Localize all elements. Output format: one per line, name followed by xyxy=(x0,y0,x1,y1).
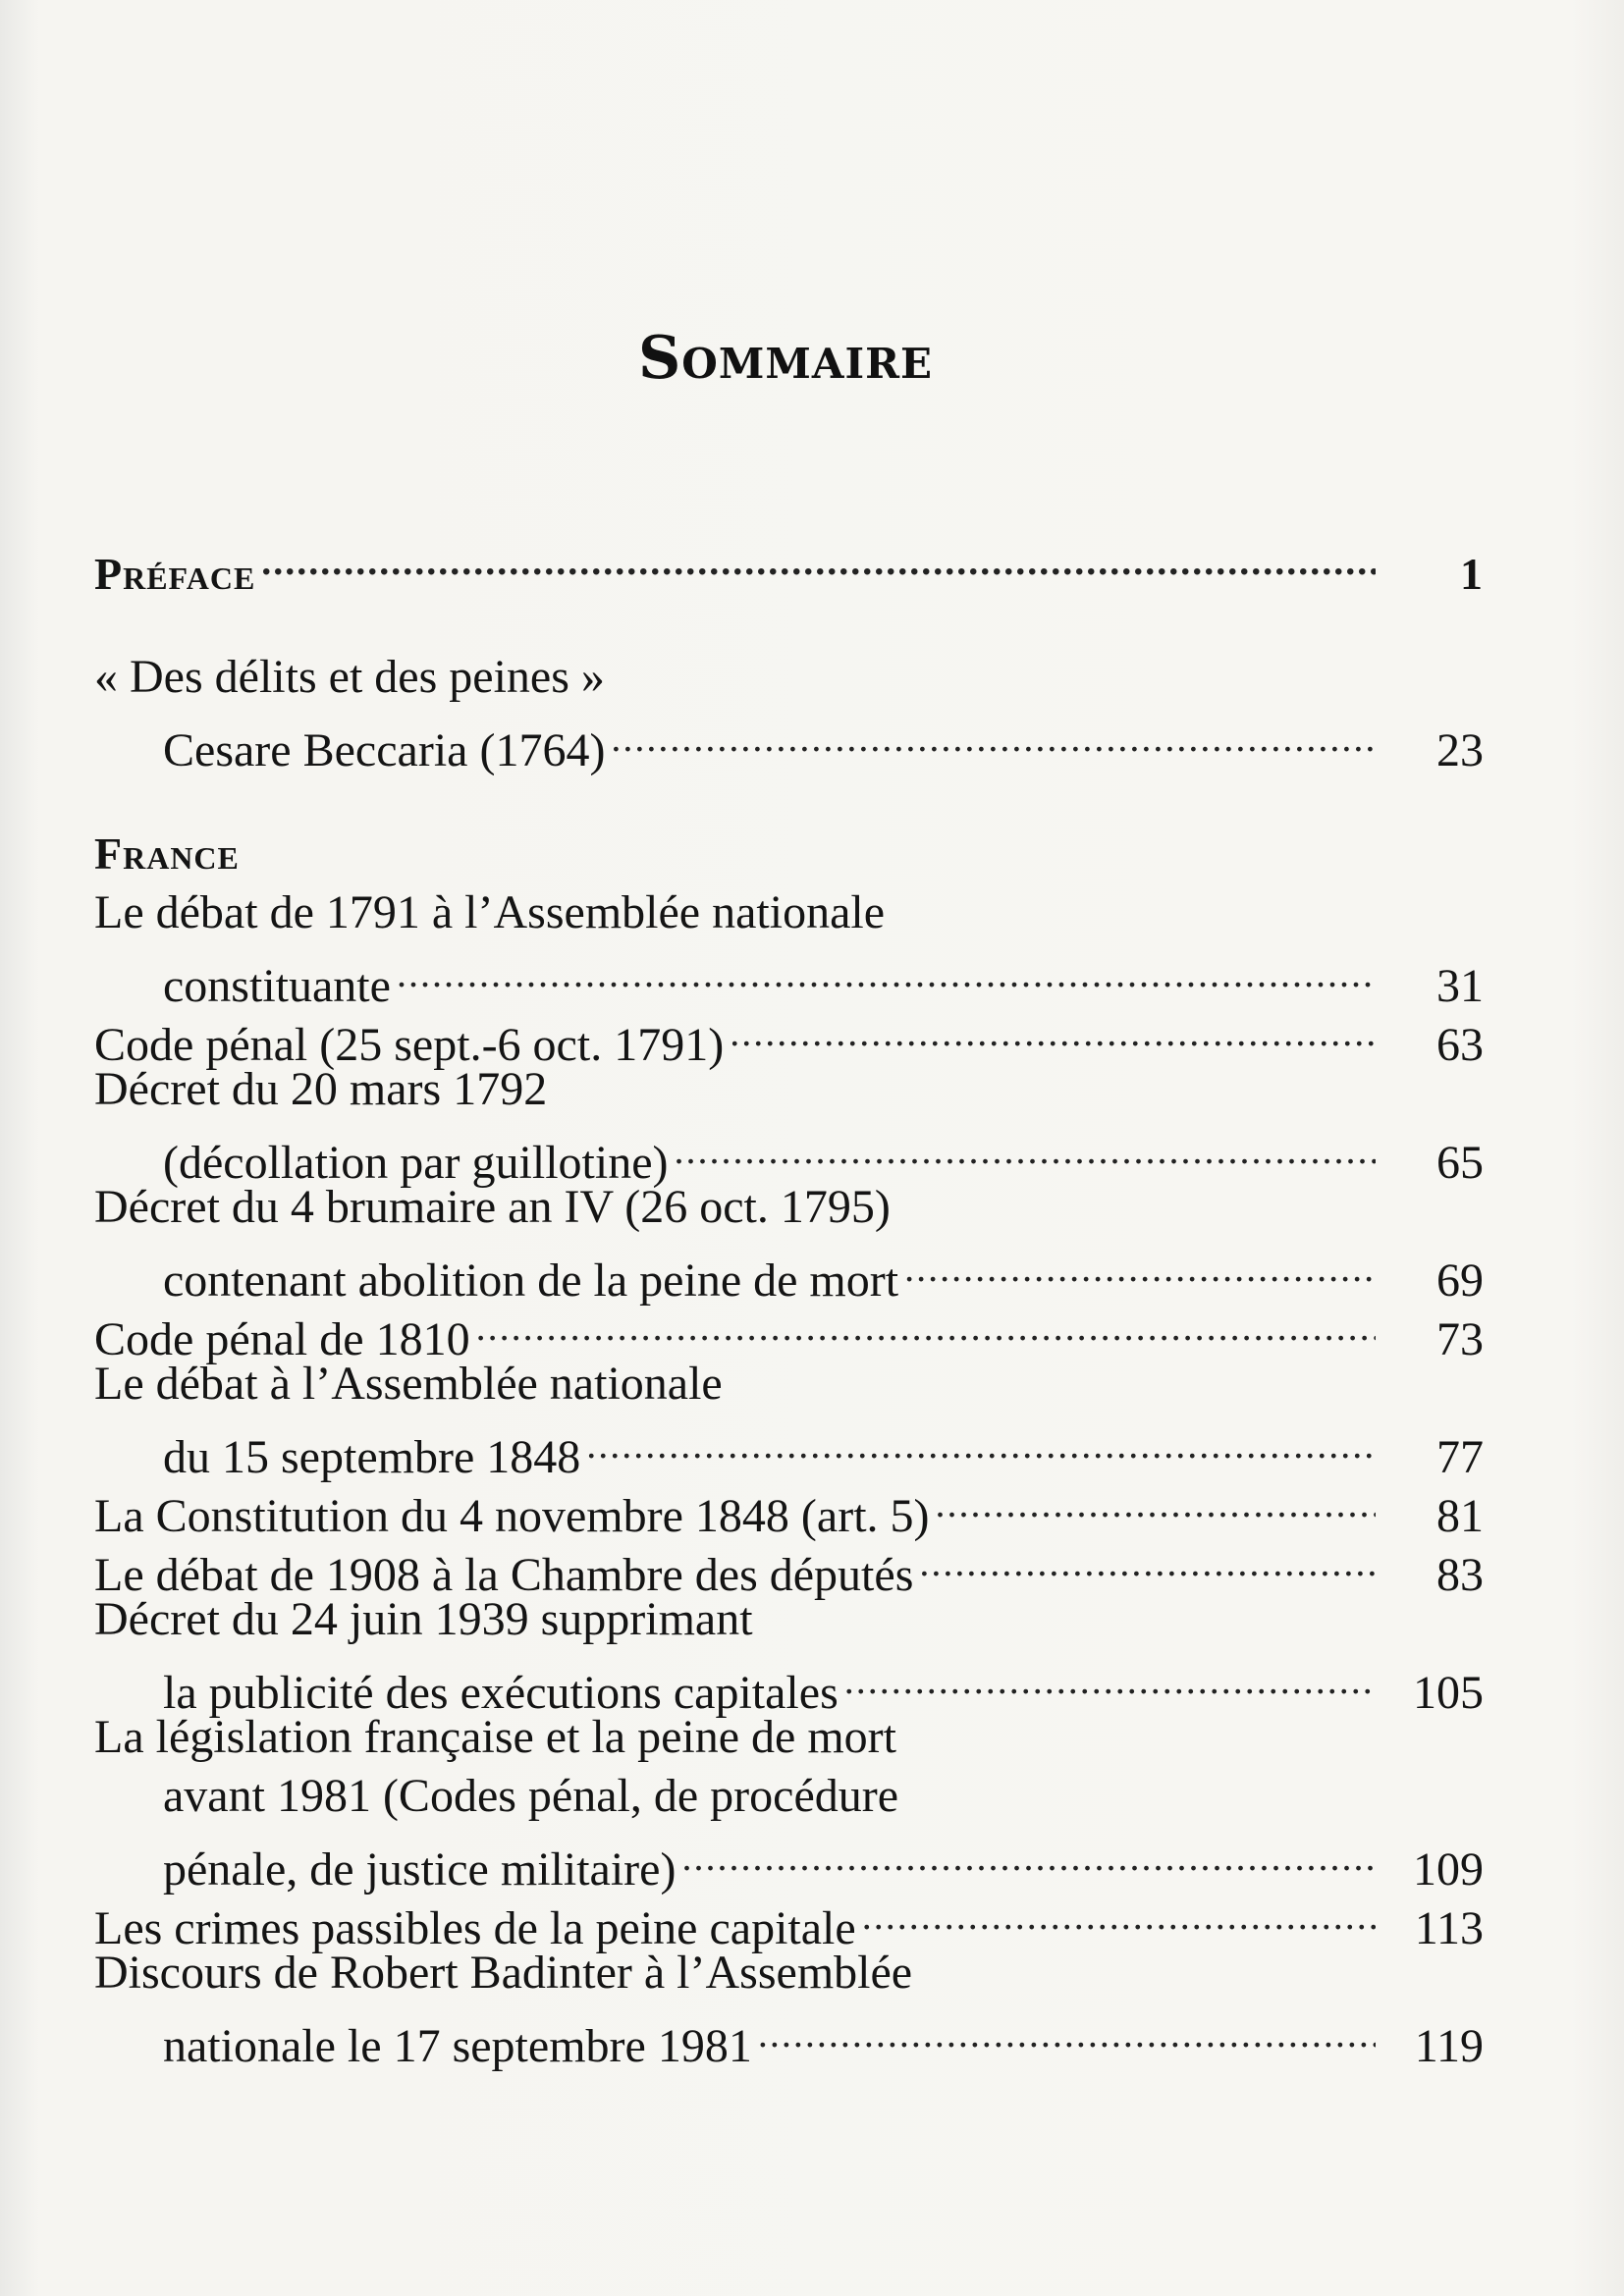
toc-page-number: 109 xyxy=(1413,1843,1484,1896)
leader-dots xyxy=(904,1237,1376,1296)
toc-entry-line xyxy=(94,1178,1484,1237)
toc-entry-title: « Des délits et des peines » xyxy=(94,651,605,703)
toc-entry-title: Préface xyxy=(94,549,256,599)
toc-entry xyxy=(94,1296,1484,1365)
toc-entry-title: Les crimes passibles de la peine capitale xyxy=(94,1902,856,1954)
toc-entry xyxy=(94,1472,1484,1542)
toc-page-number: 83 xyxy=(1436,1549,1484,1601)
toc-entry xyxy=(94,1531,1484,1601)
toc-entry-title: Discours de Robert Badinter à l’Assemblée xyxy=(94,1947,913,1999)
leader-dots xyxy=(862,1885,1376,1944)
toc-entry-title: La Constitution du 4 novembre 1848 (art. 5) xyxy=(94,1490,930,1542)
toc-page-number: 23 xyxy=(1436,724,1484,776)
leader-dots xyxy=(730,1001,1376,1060)
leader-dots xyxy=(681,1826,1376,1885)
leader-dots xyxy=(844,1649,1376,1708)
toc-page-number: 105 xyxy=(1413,1667,1484,1719)
leader-dots xyxy=(476,1296,1376,1355)
toc-entry-beccaria-title xyxy=(94,648,1484,707)
leader-dots xyxy=(611,707,1376,766)
toc-entry-line xyxy=(94,1355,1484,1414)
toc-page-number: 1 xyxy=(1460,549,1484,599)
toc-entry-title: pénale, de justice militaire) xyxy=(163,1843,677,1896)
toc-entry xyxy=(94,1119,1484,1189)
leader-dots xyxy=(397,942,1376,1001)
leader-dots xyxy=(936,1472,1376,1531)
leader-dots xyxy=(675,1119,1377,1178)
toc-entry-title: constituante xyxy=(163,960,391,1012)
show-through-texture xyxy=(59,118,1473,177)
toc-entry-beccaria xyxy=(94,707,1484,776)
toc-entry xyxy=(94,942,1484,1012)
toc-entry xyxy=(94,1649,1484,1719)
section-heading-label: France xyxy=(94,828,240,879)
toc-entry-title: avant 1981 (Codes pénal, de procédure xyxy=(163,1770,899,1822)
toc-entry-line xyxy=(94,883,1484,942)
toc-entry-line xyxy=(94,1944,1484,2002)
toc-page-number: 69 xyxy=(1436,1255,1484,1307)
toc-entry xyxy=(94,1826,1484,1896)
toc-page-number: 113 xyxy=(1414,1902,1484,1954)
spacer xyxy=(94,589,1484,648)
toc-entry-preface xyxy=(94,530,1484,599)
toc-entry-title: Le débat de 1791 à l’Assemblée nationale xyxy=(94,886,886,938)
toc-entry-title: La législation française et la peine de mort xyxy=(94,1711,896,1763)
toc-page-number: 81 xyxy=(1436,1490,1484,1542)
toc-page-number: 119 xyxy=(1414,2020,1484,2072)
toc-entry xyxy=(94,1001,1484,1071)
toc-entry-subtitle: Cesare Beccaria (1764) xyxy=(163,724,606,776)
leader-dots xyxy=(919,1531,1376,1590)
toc-entry-title: nationale le 17 septembre 1981 xyxy=(163,2020,752,2072)
toc-page-number: 63 xyxy=(1436,1019,1484,1071)
toc-entry-title: Code pénal (25 sept.-6 oct. 1791) xyxy=(94,1019,725,1071)
toc-entry-title: Code pénal de 1810 xyxy=(94,1313,470,1365)
section-heading-france xyxy=(94,825,1484,883)
toc-entry-title: Le débat à l’Assemblée nationale xyxy=(94,1358,723,1410)
toc-entry-title: du 15 septembre 1848 xyxy=(163,1431,581,1483)
toc-page-number: 31 xyxy=(1436,960,1484,1012)
toc-entry xyxy=(94,1885,1484,1954)
toc-entry-title: Décret du 24 juin 1939 supprimant xyxy=(94,1593,753,1645)
toc-entry-line xyxy=(94,1060,1484,1119)
leader-dots xyxy=(758,2002,1376,2061)
leader-dots xyxy=(261,530,1376,589)
toc-entry xyxy=(94,1414,1484,1483)
toc-entry-line xyxy=(94,1767,1484,1826)
toc-entry xyxy=(94,2002,1484,2072)
toc-entry-title: Le débat de 1908 à la Chambre des députés xyxy=(94,1549,914,1601)
toc-entry-title: (décollation par guillotine) xyxy=(163,1137,669,1189)
toc-entry-title: Décret du 20 mars 1792 xyxy=(94,1063,548,1115)
toc-entry-title: Décret du 4 brumaire an IV (26 oct. 1795) xyxy=(94,1181,891,1233)
page-title: Sommaire xyxy=(637,324,934,393)
toc-page-number: 77 xyxy=(1436,1431,1484,1483)
toc-entry-title: contenant abolition de la peine de mort xyxy=(163,1255,899,1307)
leader-dots xyxy=(586,1414,1376,1472)
toc-page-number: 65 xyxy=(1436,1137,1484,1189)
toc-entry-title: la publicité des exécutions capitales xyxy=(163,1667,839,1719)
toc-page-number: 73 xyxy=(1436,1313,1484,1365)
toc-entry xyxy=(94,1237,1484,1307)
toc-entry-line xyxy=(94,1590,1484,1649)
toc-entry-line xyxy=(94,1708,1484,1767)
table-of-contents xyxy=(94,530,1484,2072)
